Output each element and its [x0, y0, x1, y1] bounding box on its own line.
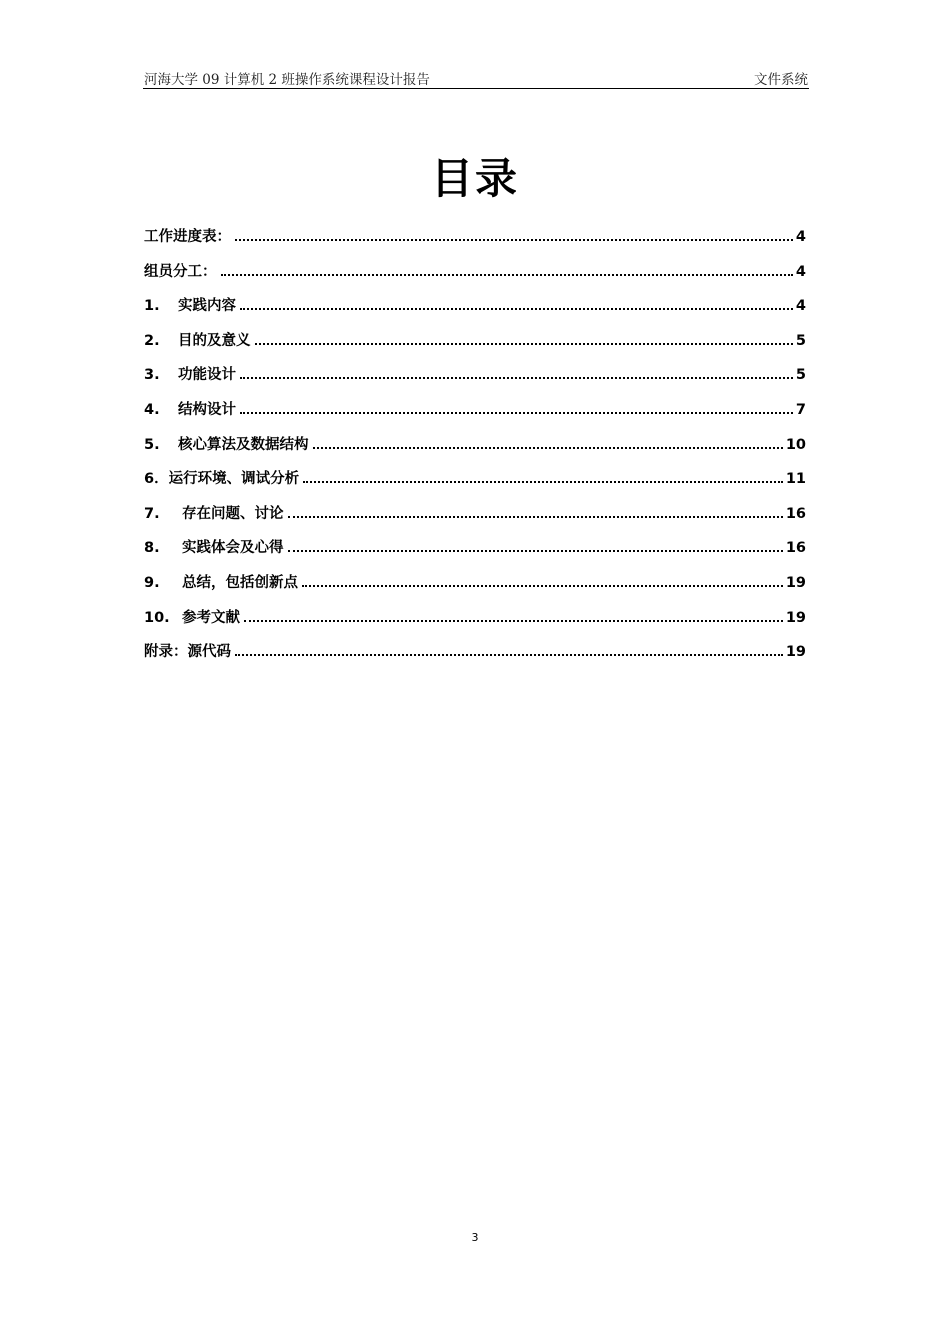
toc-entry-number: 8.: [144, 540, 160, 557]
toc-entry[interactable]: [144, 329, 806, 364]
toc-entry[interactable]: [144, 536, 806, 571]
header-right-text: 文件系统: [754, 72, 808, 88]
toc-entry-number: 3.: [144, 367, 160, 384]
toc-dot-leader: [240, 411, 793, 414]
toc-entry-number: 2.: [144, 332, 160, 349]
toc-entry-label: 6．运行环境、调试分析: [144, 471, 300, 488]
toc-dot-leader: [303, 480, 783, 483]
page-number: 3: [471, 1231, 479, 1244]
page-header: [143, 66, 809, 89]
toc-dot-leader: [221, 273, 793, 276]
table-of-contents: [144, 225, 806, 675]
toc-entry-label: 实践体会及心得: [182, 540, 284, 557]
toc-entry-page: 19: [785, 574, 806, 591]
toc-entry-number: 5.: [144, 436, 160, 453]
toc-entry-page: 7: [795, 401, 806, 418]
toc-entry-page: 19: [785, 609, 806, 626]
toc-entry[interactable]: [144, 571, 806, 606]
toc-entry-page: 19: [785, 644, 806, 661]
toc-entry-page: 4: [795, 298, 806, 315]
toc-entry-label: 结构设计: [178, 401, 236, 418]
toc-dot-leader: [302, 584, 783, 587]
toc-entry-page: 5: [795, 367, 806, 384]
toc-entry[interactable]: [144, 640, 806, 675]
toc-entry-page: 16: [785, 540, 806, 557]
toc-entry-number: 9.: [144, 574, 160, 591]
toc-entry-number: 10.: [144, 609, 170, 626]
toc-entry[interactable]: [144, 502, 806, 537]
toc-entry[interactable]: [144, 225, 806, 260]
toc-entry-page: 11: [785, 471, 806, 488]
toc-entry-label: 存在问题、讨论: [182, 505, 284, 522]
toc-entry-number: 1.: [144, 298, 160, 315]
toc-entry-number: 4.: [144, 401, 160, 418]
toc-entry[interactable]: [144, 363, 806, 398]
toc-dot-leader: [255, 342, 793, 345]
toc-dot-leader: [235, 238, 793, 241]
header-left-text: 河海大学 09 计算机 2 班操作系统课程设计报告: [144, 72, 430, 88]
toc-entry[interactable]: [144, 260, 806, 295]
toc-dot-leader: [313, 446, 783, 449]
toc-dot-leader: [288, 515, 783, 518]
toc-entry-page: 10: [785, 436, 806, 453]
toc-entry-label: 工作进度表：: [144, 229, 231, 245]
toc-dot-leader: [288, 549, 783, 552]
toc-entry-label: 参考文献: [182, 609, 240, 626]
toc-entry[interactable]: [144, 433, 806, 468]
toc-dot-leader: [244, 619, 783, 622]
toc-entry-page: 5: [795, 332, 806, 349]
toc-entry-label: 附录：源代码: [144, 644, 231, 661]
toc-entry[interactable]: [144, 606, 806, 641]
toc-entry-number: 7.: [144, 505, 160, 522]
toc-entry[interactable]: [144, 467, 806, 502]
toc-entry[interactable]: [144, 398, 806, 433]
page-title: 目录: [430, 154, 519, 203]
toc-dot-leader: [235, 653, 783, 656]
toc-entry-label: 核心算法及数据结构: [178, 436, 309, 453]
toc-entry[interactable]: [144, 294, 806, 329]
toc-entry-label: 组员分工：: [144, 263, 217, 280]
toc-entry-page: 4: [795, 263, 806, 280]
toc-dot-leader: [240, 376, 793, 379]
toc-entry-page: 4: [795, 229, 806, 245]
toc-entry-label: 实践内容: [178, 298, 236, 315]
toc-entry-label: 功能设计: [178, 367, 236, 384]
toc-entry-label: 总结，包括创新点: [182, 574, 298, 591]
toc-entry-label: 目的及意义: [178, 332, 251, 349]
toc-entry-page: 16: [785, 505, 806, 522]
toc-dot-leader: [240, 307, 793, 310]
